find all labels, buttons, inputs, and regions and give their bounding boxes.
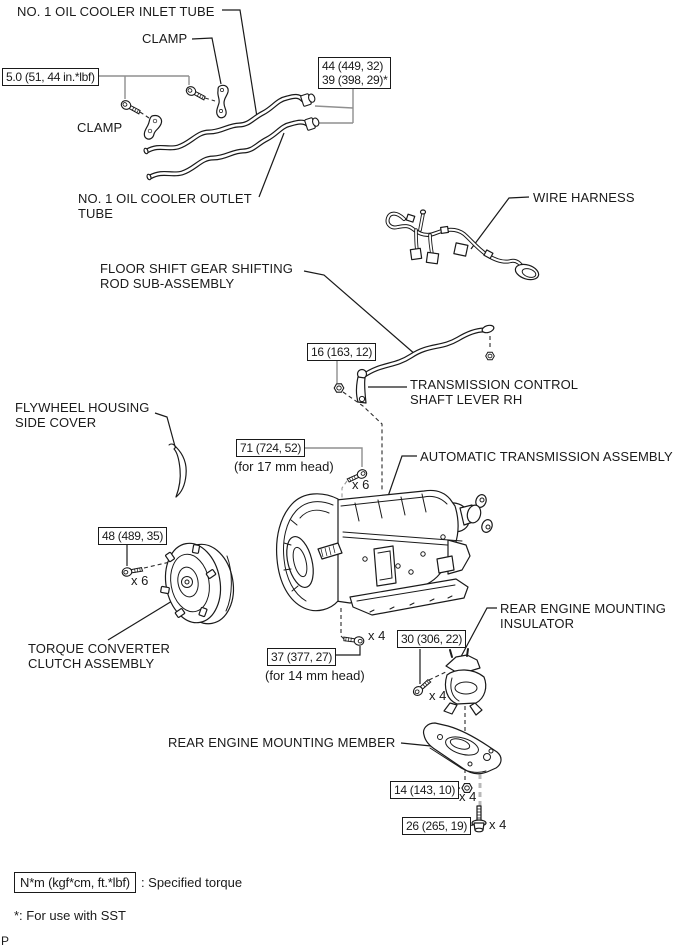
count-case-bolt-17mm: x 6 bbox=[352, 477, 370, 492]
label-clamp-upper: CLAMP bbox=[142, 31, 188, 46]
shift-rod-nut-icon bbox=[334, 384, 344, 392]
harness-connector-icon bbox=[513, 262, 540, 283]
label-rear-member: REAR ENGINE MOUNTING MEMBER bbox=[168, 735, 396, 750]
label-clamp-lower: CLAMP bbox=[77, 120, 123, 135]
label-oil-cooler-outlet-line1: NO. 1 OIL COOLER OUTLET bbox=[78, 191, 252, 206]
label-oil-cooler-inlet-tube: NO. 1 OIL COOLER INLET TUBE bbox=[17, 4, 215, 19]
clamp-bolt-icon bbox=[185, 85, 207, 102]
note-case-bolt-14mm: (for 14 mm head) bbox=[265, 668, 365, 683]
transmission-drawing bbox=[277, 490, 494, 615]
label-rear-insulator-line2: INSULATOR bbox=[500, 616, 575, 631]
legend-unit-box: N*m (kgf*cm, ft.*lbf) bbox=[14, 872, 136, 893]
control-shaft-lever-drawing bbox=[357, 370, 367, 404]
count-converter-bolt: x 6 bbox=[131, 573, 149, 588]
clamp-bolt-icon bbox=[120, 99, 142, 116]
torque-box-insulator-bolt: 30 (306, 22) bbox=[397, 630, 466, 648]
sst-footnote: *: For use with SST bbox=[14, 908, 126, 923]
torque-legend bbox=[14, 872, 242, 893]
member-bolt-icon bbox=[472, 806, 486, 832]
torque-box-member-bolt: 26 (265, 19) bbox=[402, 817, 471, 835]
torque-box-case-bolt-17mm: 71 (724, 52) bbox=[236, 439, 305, 457]
torque-converter-drawing bbox=[159, 539, 239, 628]
label-oil-cooler-outlet-line2: TUBE bbox=[78, 206, 114, 221]
case-bolt-14mm-icon bbox=[343, 635, 364, 646]
label-floor-shift-line1: FLOOR SHIFT GEAR SHIFTING bbox=[100, 261, 293, 276]
label-flywheel-line1: FLYWHEEL HOUSING bbox=[15, 400, 150, 415]
count-insulator-bolt: x 4 bbox=[429, 688, 447, 703]
legend-description: : Specified torque bbox=[140, 875, 243, 890]
shift-rod-drawing bbox=[363, 324, 495, 376]
label-transmission-control-line1: TRANSMISSION CONTROL bbox=[410, 377, 579, 392]
oil-cooler-tubes-drawing bbox=[143, 92, 320, 180]
count-member-nut: x 4 bbox=[459, 789, 477, 804]
insulator-drawing bbox=[444, 649, 486, 715]
label-transmission-control-line2: SHAFT LEVER RH bbox=[410, 392, 523, 407]
label-flywheel-line2: SIDE COVER bbox=[15, 415, 97, 430]
rod-end-nut-icon bbox=[486, 352, 495, 360]
tube-union-fitting bbox=[300, 92, 316, 106]
note-case-bolt-17mm: (for 17 mm head) bbox=[234, 459, 334, 474]
count-case-bolt-14mm: x 4 bbox=[368, 628, 386, 643]
torque-box-clamp-bolts: 5.0 (51, 44 in.*lbf) bbox=[2, 68, 99, 86]
page-marker: P bbox=[1, 934, 10, 948]
label-automatic-transmission: AUTOMATIC TRANSMISSION ASSEMBLY bbox=[420, 449, 673, 464]
flywheel-side-cover-drawing bbox=[169, 444, 186, 497]
label-torque-converter-line1: TORQUE CONVERTER bbox=[28, 641, 170, 656]
torque-box-shift-rod-nut: 16 (163, 12) bbox=[307, 343, 376, 361]
clamp-lower-drawing bbox=[144, 116, 161, 140]
label-floor-shift-line2: ROD SUB-ASSEMBLY bbox=[100, 276, 235, 291]
torque-box-tube-union bbox=[318, 57, 391, 89]
torque-tube-union-line2: 39 (398, 29)* bbox=[322, 73, 388, 87]
label-wire-harness: WIRE HARNESS bbox=[533, 190, 635, 205]
torque-box-member-nut: 14 (143, 10) bbox=[390, 781, 459, 799]
clamp-upper-drawing bbox=[217, 85, 228, 117]
torque-tube-union-line1: 44 (449, 32) bbox=[322, 59, 384, 73]
label-torque-converter-line2: CLUTCH ASSEMBLY bbox=[28, 656, 155, 671]
count-member-bolt: x 4 bbox=[489, 817, 507, 832]
label-rear-insulator-line1: REAR ENGINE MOUNTING bbox=[500, 601, 666, 616]
torque-box-converter-bolt: 48 (489, 35) bbox=[98, 527, 167, 545]
tube-union-fitting bbox=[304, 116, 320, 130]
wire-harness-drawing bbox=[388, 210, 541, 282]
torque-box-case-bolt-14mm: 37 (377, 27) bbox=[267, 648, 336, 666]
member-drawing bbox=[424, 723, 501, 774]
